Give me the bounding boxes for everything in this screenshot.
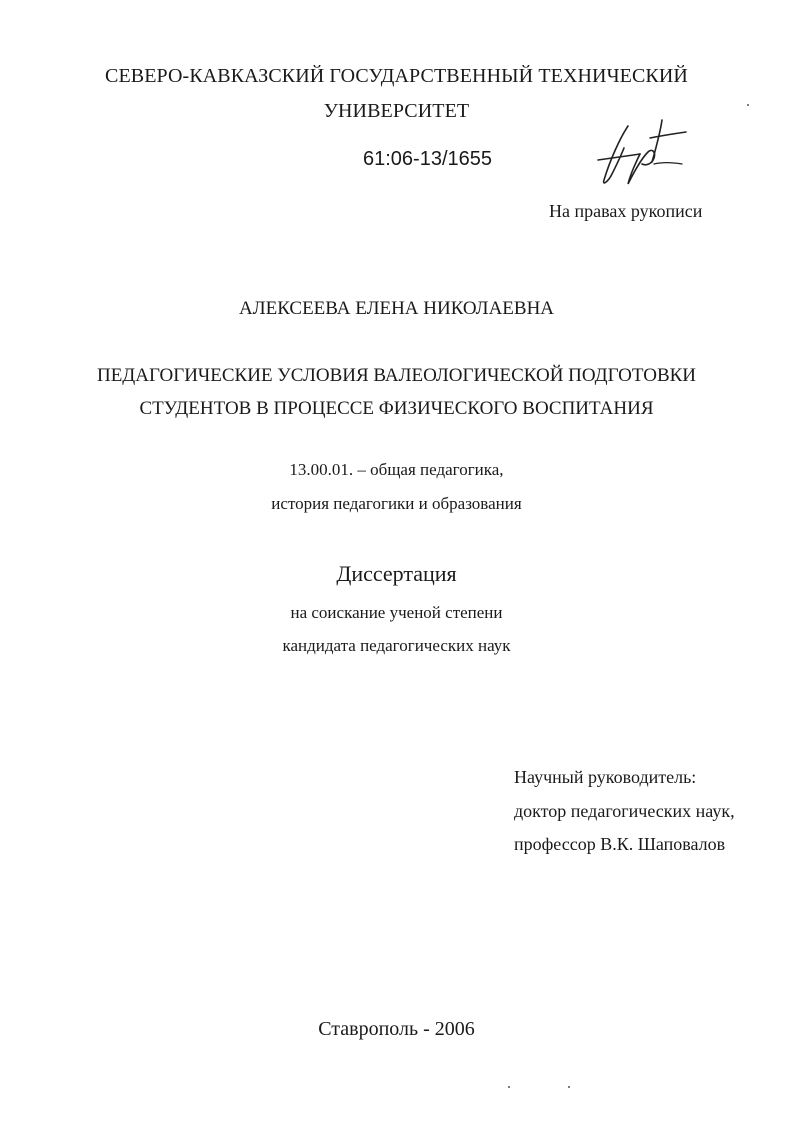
catalog-code: 61:06-13/1655 — [363, 148, 493, 170]
degree-line1: на соискание ученой степени — [290, 603, 503, 622]
dissertation-heading: Диссертация — [336, 561, 457, 586]
supervisor-name: профессор В.К. Шаповалов — [514, 834, 726, 854]
signature-icon — [590, 118, 700, 198]
scan-speck — [747, 104, 749, 106]
specialty-line1: 13.00.01. – общая педагогика, — [289, 460, 504, 479]
supervisor-label: Научный руководитель: — [514, 767, 697, 787]
thesis-title-line1: ПЕДАГОГИЧЕСКИЕ УСЛОВИЯ ВАЛЕОЛОГИЧЕСКОЙ ПОДГОТОВКИ — [96, 365, 697, 386]
scan-speck — [568, 1086, 570, 1088]
city-year: Ставрополь - 2006 — [318, 1018, 475, 1040]
thesis-title-line2: СТУДЕНТОВ В ПРОЦЕССЕ ФИЗИЧЕСКОГО ВОСПИТАНИЯ — [139, 398, 654, 419]
degree-line2: кандидата педагогических наук — [282, 636, 511, 655]
specialty-line2: история педагогики и образования — [271, 494, 522, 513]
rights-note: На правах рукописи — [549, 201, 703, 221]
university-name-line1: СЕВЕРО-КАВКАЗСКИЙ ГОСУДАРСТВЕННЫЙ ТЕХНИЧЕСКИЙ — [105, 65, 688, 87]
scan-speck — [508, 1086, 510, 1088]
university-name-line2: УНИВЕРСИТЕТ — [323, 100, 470, 122]
author-name: АЛЕКСЕЕВА ЕЛЕНА НИКОЛАЕВНА — [238, 298, 555, 319]
supervisor-degree: доктор педагогических наук, — [514, 801, 735, 821]
